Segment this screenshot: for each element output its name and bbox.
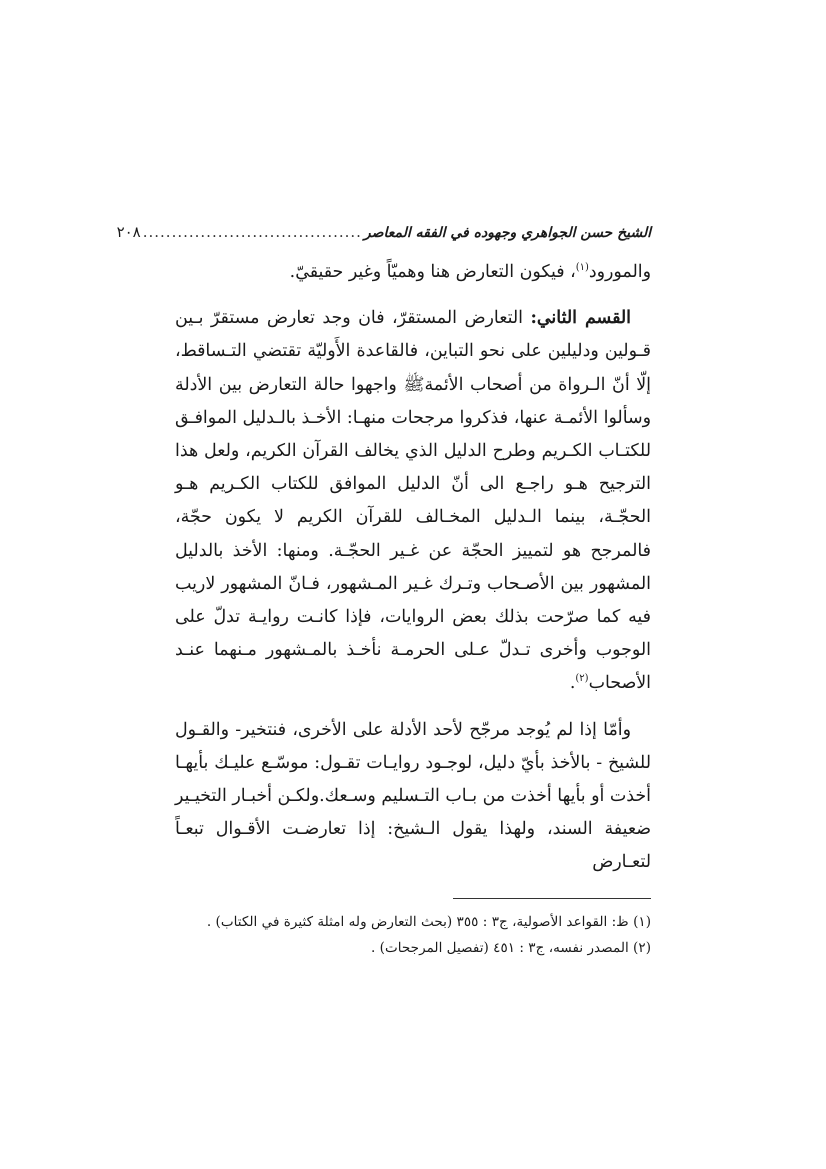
footnote-1: (١) ظ: القواعد الأصولية، ج٣ : ٣٥٥ (بحث التعارض وله امثلة كثيرة في الكتاب) .: [206, 913, 651, 930]
footnote-ref-1: (١): [575, 262, 589, 274]
paragraph-2: [175, 302, 651, 700]
header-title: الشيخ حسن الجواهري وجهوده في الفقه المعاصر: [363, 225, 651, 241]
paragraph-2-end: .: [569, 673, 576, 694]
footnote-divider: [453, 898, 651, 899]
section-heading: القسم الثاني:: [530, 308, 631, 329]
footnote-2: (٢) المصدر نفسه، ج٣ : ٤٥١ (تفصيل المرجحات) .: [371, 939, 651, 956]
paragraph-1-text: والمورود: [588, 262, 651, 282]
paragraph-1: [175, 256, 651, 289]
paragraph-3: [175, 714, 651, 880]
footnote-ref-2: (٢): [575, 673, 589, 685]
paragraph-2-text: التعارض المستقرّ، فان وجد تعارض مستقرّ بـين قـولين ودليلين على نحو التباين، فالقاعدة الأَوليّة تقتضي التـساقط، إلّا أنّ الـرواة من أصحاب الأئمةﷺ واجهوا حالة التعارض بين الأدلة وسألوا الأئمـة عنها، فذكروا مرجحات منهـا: الأخـذ بالـدليل الموافـق للكتـاب الكـريم وطرح الدليل الذي يخالف القرآن الكريم، ولعل هذا الترجيح هـو راجـع الى أنّ الدليل الموافق للكتاب الكـريم هـو الحجّـة، بينما الـدليل المخـالف للقرآن الكريم لا يكون حجّة، فالمرجح هو لتمييز الحجّة عن غـير الحجّـة. ومنها: الأخذ بالدليل المشهور بين الأصـحاب وتـرك غـير المـشهور، فـانّ المشهور لاريب فيه كما صرّحت بذلك بعض الروايات، فإذا كانـت روايـة تدلّ على الوجوب وأخرى تـدلّ عـلى الحرمـة نأخـذ بالمـشهور مـنهما عنـد الأصحاب: [175, 308, 651, 694]
running-header: [116, 222, 651, 242]
page-number: ٢٠٨: [116, 223, 141, 241]
paragraph-1-rest: ، فيكون التعارض هنا وهميّاً وغير حقيقيّ.: [289, 262, 576, 282]
paragraph-3-text: وأمّا إذا لم يُوجد مرجّح لأحد الأدلة على الأخرى، فنتخير- والقـول للشيخ - بالأخذ بأيّ دليل، لوجـود روايـات تقـول: موسّـع عليـك بأيهـا أخذت أو بأيها أخذت من بـاب التـسليم وسـعك.ولكـن أخبـار التخيـير ضعيفة السند، ولهذا يقول الـشيخ: إذا تعارضـت الأقـوال تبعـاً لتعـارض: [175, 719, 651, 873]
book-page: [116, 222, 651, 961]
header-leader-dots: ......................................: [142, 223, 362, 241]
footnotes: [175, 909, 651, 961]
main-text: [175, 256, 651, 880]
